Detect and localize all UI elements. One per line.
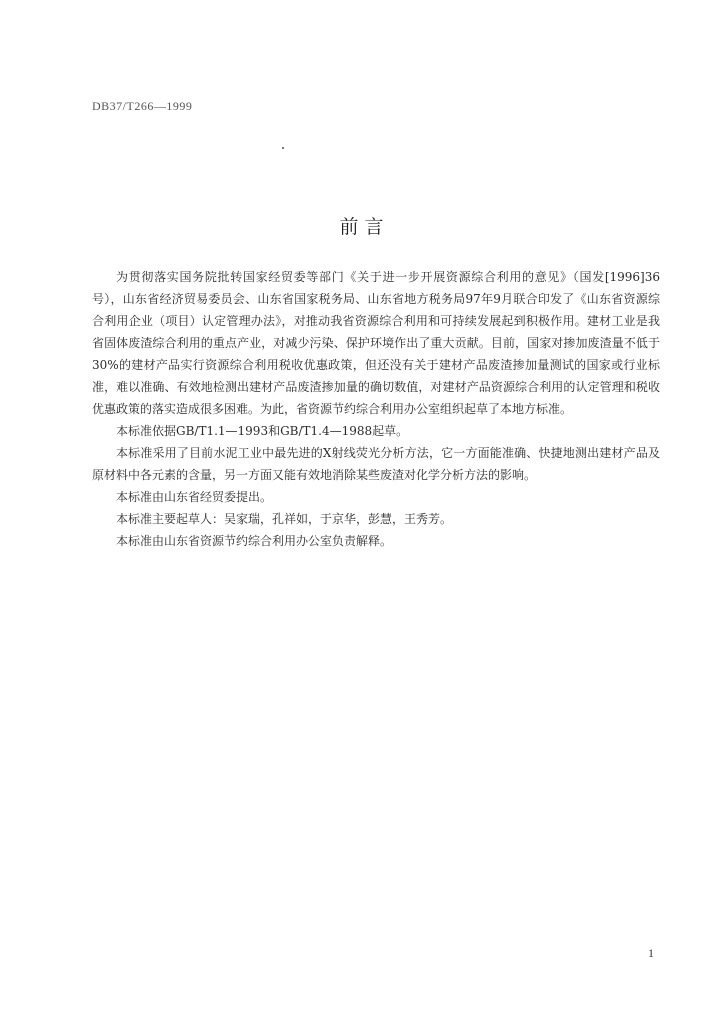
- scan-speck: [282, 147, 284, 149]
- page-number: 1: [648, 946, 654, 960]
- foreword-body: [92, 266, 660, 552]
- paragraph-interpretation: 本标准由山东省资源节约综合利用办公室负责解释。: [116, 534, 393, 548]
- paragraph-method: 本标准采用了目前水泥工业中最先进的X射线荧光分析方法，它一方面能准确、快捷地测出建材产品及原材料中各元素的含量，另一方面又能有效地消除某些废渣对化学分析方法的影响。: [92, 446, 660, 482]
- page-title: 前 言: [339, 216, 384, 238]
- standard-code: DB37/T266—1999: [92, 99, 193, 113]
- paragraph-proposer: 本标准由山东省经贸委提出。: [116, 490, 273, 504]
- paragraph-drafting-basis: 本标准依据GB/T1.1—1993和GB/T1.4—1988起草。: [116, 424, 409, 438]
- paragraph-drafters: 本标准主要起草人：吴家瑞，孔祥如，于京华，彭慧，王秀芳。: [116, 512, 453, 526]
- paragraph-background: 为贯彻落实国务院批转国家经贸委等部门《关于进一步开展资源综合利用的意见》（国发[1996]36号），山东省经济贸易委员会、山东省国家税务局、山东省地方税务局97年9月联合印发了《山东省资源综合利用企业（项目）认定管理办法》，对推动我省资源综合利用和可持续发展起到积极作用。建材工业是我省固体废渣综合利用的重点产业，对减少污染、保护环境作出了重大贡献。目前，国家对掺加废渣量不低于30%的建材产品实行资源综合利用税收优惠政策，但还没有关于建材产品废渣掺加量测试的国家或行业标准，难以准确、有效地检测出建材产品废渣掺加量的确切数值，对建材产品资源综合利用的认定管理和税收优惠政策的落实造成很多困难。为此，省资源节约综合利用办公室组织起草了本地方标准。: [92, 270, 660, 416]
